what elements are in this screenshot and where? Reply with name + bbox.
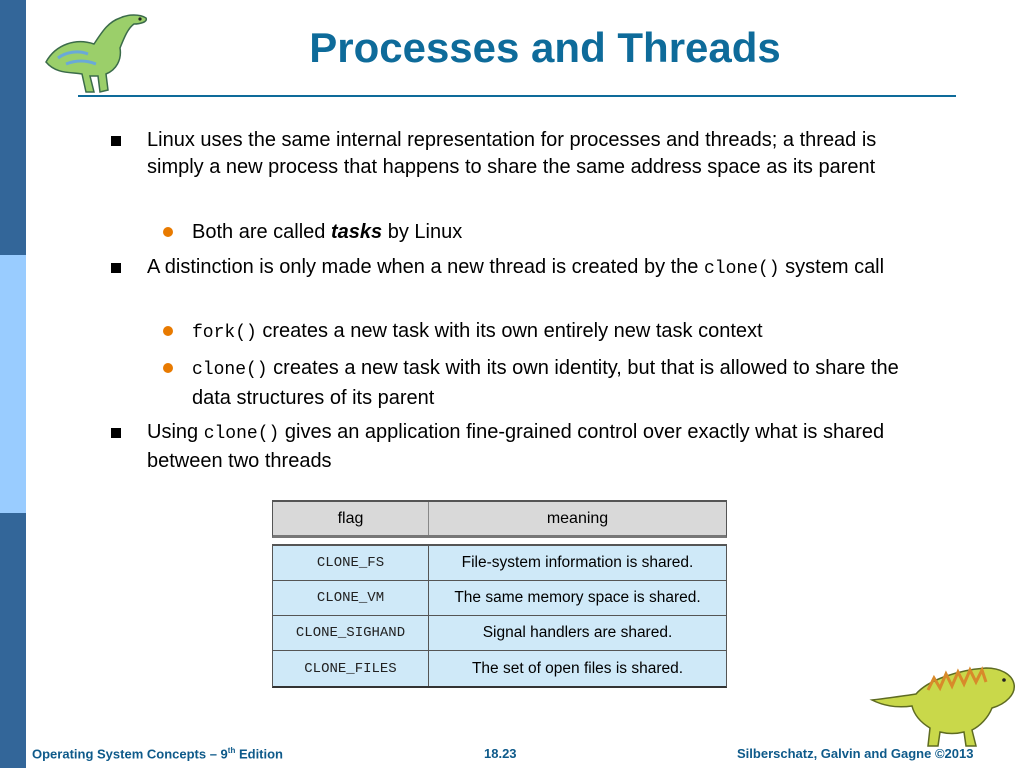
left-band-middle xyxy=(0,255,26,513)
table-row xyxy=(273,651,726,686)
flag-table-header xyxy=(272,500,727,538)
flag-cell: CLONE_SIGHAND xyxy=(273,616,429,650)
table-row xyxy=(273,581,726,616)
meaning-cell: File-system information is shared. xyxy=(461,554,694,571)
sub-bullet-text: creates a new task with its own entirely new task context xyxy=(256,320,763,342)
sub-bullet-text: creates a new task with its own identity, but that is allowed to share the data structures of its parent xyxy=(192,357,899,409)
bullet-text: system call xyxy=(779,256,885,278)
square-bullet-icon xyxy=(111,136,121,146)
meaning-cell: The set of open files is shared. xyxy=(471,659,684,677)
sub-bullet-code: clone() xyxy=(192,360,268,380)
sub-bullet-text: Both are called xyxy=(192,221,331,243)
sub-bullet-item-1-1 xyxy=(192,218,912,246)
square-bullet-icon xyxy=(111,428,121,438)
bullet-text: A distinction is only made when a new thread is created by the xyxy=(147,256,704,278)
bullet-code: clone() xyxy=(203,424,280,444)
round-bullet-icon xyxy=(163,363,173,373)
footer-book-edition: Edition xyxy=(235,746,284,762)
meaning-cell: The same memory space is shared. xyxy=(454,589,701,606)
flag-cell: CLONE_FILES xyxy=(273,651,429,686)
sub-bullet-item-2-1 xyxy=(192,317,912,347)
meaning-cell: Signal handlers are shared. xyxy=(482,624,673,641)
bullet-code: clone() xyxy=(703,259,780,279)
sub-bullet-item-2-2 xyxy=(192,354,912,412)
footer-book-title xyxy=(32,746,283,761)
bullet-item-1 xyxy=(147,127,917,181)
square-bullet-icon xyxy=(111,263,121,273)
bullet-text: gives an application fine-grained control over exactly what is shared between two threads xyxy=(147,421,885,472)
flag-table xyxy=(272,544,727,688)
round-bullet-icon xyxy=(163,227,173,237)
slide-title: Processes and Threads xyxy=(309,24,781,71)
flag-cell: CLONE_FS xyxy=(273,546,429,580)
title-underline xyxy=(78,95,956,97)
header-meaning: meaning xyxy=(546,509,609,527)
footer-page-number: 18.23 xyxy=(484,746,517,761)
sub-bullet-text: by Linux xyxy=(382,221,463,243)
sub-bullet-emphasis: tasks xyxy=(330,221,383,243)
footer-book-sup: th xyxy=(227,746,236,755)
bullet-item-2 xyxy=(147,254,917,283)
round-bullet-icon xyxy=(163,326,173,336)
header-flag: flag xyxy=(273,502,429,535)
footer-book-text: Operating System Concepts – 9 xyxy=(32,746,228,762)
sub-bullet-code: fork() xyxy=(192,323,257,343)
bullet-text: Using xyxy=(147,421,204,443)
footer-authors: Silberschatz, Galvin and Gagne ©2013 xyxy=(737,746,974,761)
bullet-item-3 xyxy=(147,419,917,475)
left-band-bottom xyxy=(0,513,26,768)
bullet-text: Linux uses the same internal representation for processes and threads; a thread is simply a new process that happens to share the same address space as its parent xyxy=(147,129,877,178)
table-row xyxy=(273,616,726,651)
table-row xyxy=(273,546,726,581)
dinosaur-bottom-icon xyxy=(868,660,1018,750)
flag-cell: CLONE_VM xyxy=(273,581,429,615)
